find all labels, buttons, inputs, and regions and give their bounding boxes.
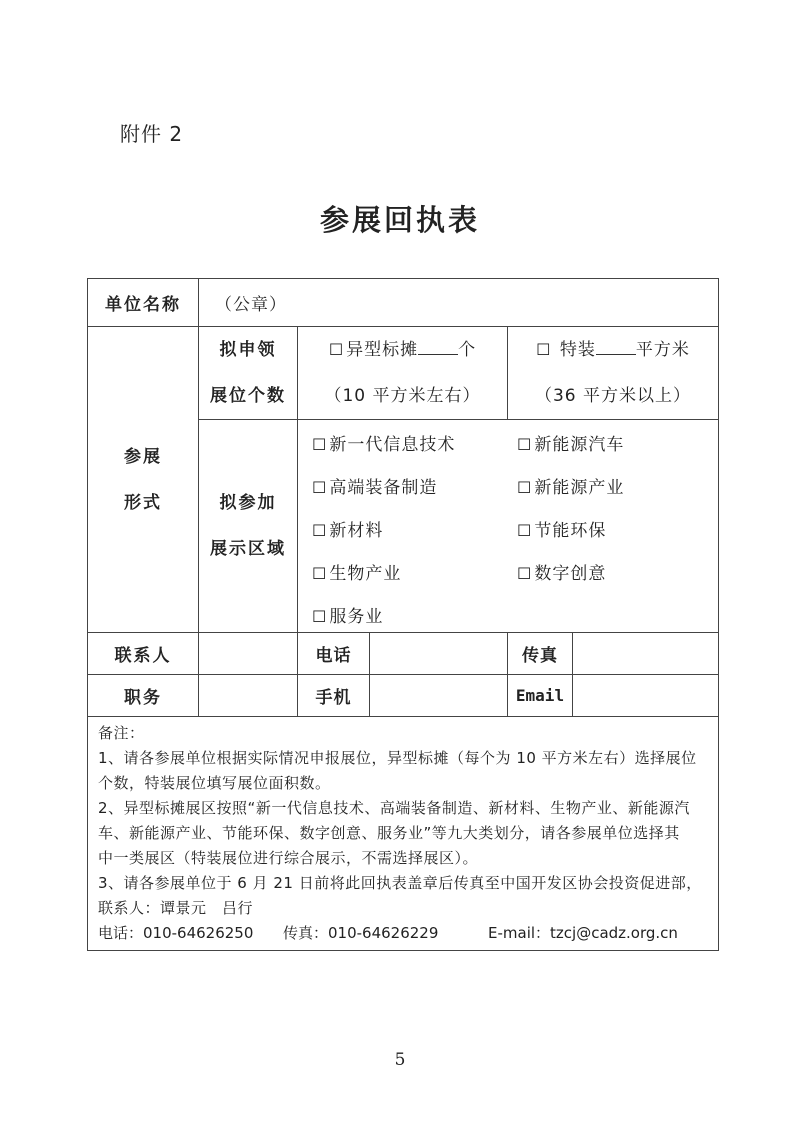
notes-line: 联系人：谭景元 吕行: [98, 899, 254, 917]
zone-checkbox[interactable]: ☐: [517, 435, 533, 454]
zone-option-label: 高端装备制造: [329, 478, 438, 498]
booth-special-checkbox[interactable]: ☐: [536, 340, 552, 359]
zone-option-label: 新能源产业: [534, 478, 625, 498]
zone-option-label: 新一代信息技术: [329, 435, 456, 455]
zone-label: [199, 420, 298, 633]
zone-checkbox[interactable]: ☐: [517, 478, 533, 497]
notes-line: 中一类展区（特装展位进行综合展示，不需选择展区）。: [98, 849, 479, 867]
zone-option-label: 新能源汽车: [534, 435, 625, 455]
zone-checkbox[interactable]: ☐: [517, 521, 533, 540]
zone-checkbox[interactable]: ☐: [312, 435, 328, 454]
unit-name-value: （公章）: [215, 295, 287, 315]
position-row: [88, 675, 719, 717]
unit-name-label: 单位名称: [88, 279, 199, 327]
notes-fax: 传真：010-64626229: [283, 924, 439, 942]
notes-line: 1、请各参展单位根据实际情况申报展位，异型标摊（每个为 10 平方米左右）选择展位: [98, 749, 697, 767]
zone-options-grid: [312, 430, 718, 627]
zone-option[interactable]: [312, 559, 517, 584]
contact-label: 联系人: [88, 633, 199, 675]
booth-standard-cell: [298, 327, 508, 420]
booth-special-cell: [508, 327, 719, 420]
fax-label: 传真: [508, 633, 573, 675]
notes-cell: [88, 717, 719, 951]
contact-row: [88, 633, 719, 675]
zone-checkbox[interactable]: ☐: [312, 564, 328, 583]
zone-option[interactable]: [517, 516, 707, 541]
notes-heading: 备注：: [98, 724, 145, 742]
phone-label: 电话: [298, 633, 370, 675]
notes-phone: 电话：010-64626250: [98, 924, 254, 942]
position-label: 职务: [88, 675, 199, 717]
attachment-label: 附件 2: [120, 122, 184, 146]
mobile-label: 手机: [298, 675, 370, 717]
fax-field[interactable]: [573, 633, 719, 675]
booth-standard-count-blank[interactable]: [418, 336, 458, 355]
notes-row: [88, 717, 719, 951]
email-label: Email: [508, 675, 573, 717]
zone-option[interactable]: [312, 602, 517, 627]
zone-options-cell: [298, 420, 719, 633]
zone-option[interactable]: [312, 430, 517, 455]
notes-line: 3、请各参展单位于 6 月 21 日前将此回执表盖章后传真至中国开发区协会投资促进部，: [98, 874, 702, 892]
booth-special-area-blank[interactable]: [596, 336, 636, 355]
unit-name-row: [88, 279, 719, 327]
booth-special-note: （36 平方米以上）: [534, 386, 692, 406]
zone-checkbox[interactable]: ☐: [312, 478, 328, 497]
position-field[interactable]: [199, 675, 298, 717]
participation-label: [88, 327, 199, 633]
notes-line: 2、异型标摊展区按照“新一代信息技术、高端装备制造、新材料、生物产业、新能源汽: [98, 799, 690, 817]
zone-checkbox[interactable]: ☐: [312, 521, 328, 540]
zone-option[interactable]: [517, 559, 707, 584]
participation-label-line1: 参展: [124, 446, 162, 467]
zone-option[interactable]: [517, 430, 707, 455]
booth-special-text: 特装: [559, 340, 596, 360]
mobile-field[interactable]: [370, 675, 508, 717]
zone-checkbox[interactable]: ☐: [312, 607, 328, 626]
booth-standard-checkbox[interactable]: ☐: [328, 340, 345, 359]
notes-email[interactable]: E-mail：tzcj@cadz.org.cn: [488, 924, 678, 942]
phone-field[interactable]: [370, 633, 508, 675]
zone-option-label: 新材料: [329, 521, 384, 541]
unit-name-field[interactable]: [199, 279, 719, 327]
zone-option[interactable]: [517, 473, 707, 498]
booth-count-row: [88, 327, 719, 420]
zone-option-label: 服务业: [329, 607, 384, 627]
zone-label-line1: 拟参加: [219, 493, 277, 513]
zone-label-line2: 展示区域: [210, 539, 286, 559]
booth-standard-unit: 个: [458, 340, 477, 360]
notes-line: 个数，特装展位填写展位面积数。: [98, 774, 331, 792]
notes-contact-line: [98, 921, 708, 946]
zone-option[interactable]: [312, 516, 517, 541]
booth-count-label-line1: 拟申领: [219, 340, 277, 360]
page-number: 5: [394, 1050, 406, 1070]
notes-line: 车、新能源产业、节能环保、数字创意、服务业”等九大类划分，请各参展单位选择其: [98, 824, 680, 842]
zone-option-label: 节能环保: [534, 521, 607, 541]
registration-form-table: [87, 278, 719, 951]
zone-option[interactable]: [312, 473, 517, 498]
booth-count-label: [199, 327, 298, 420]
participation-label-line2: 形式: [124, 492, 162, 513]
booth-special-unit: 平方米: [635, 340, 690, 360]
contact-field[interactable]: [199, 633, 298, 675]
booth-standard-note: （10 平方米左右）: [324, 386, 481, 406]
page-title: 参展回执表: [319, 203, 480, 237]
email-field[interactable]: [573, 675, 719, 717]
booth-standard-text: 异型标摊: [346, 340, 419, 360]
zone-checkbox[interactable]: ☐: [517, 564, 533, 583]
booth-count-label-line2: 展位个数: [210, 386, 286, 406]
zone-option-label: 生物产业: [329, 564, 402, 584]
zone-option-label: 数字创意: [534, 564, 607, 584]
